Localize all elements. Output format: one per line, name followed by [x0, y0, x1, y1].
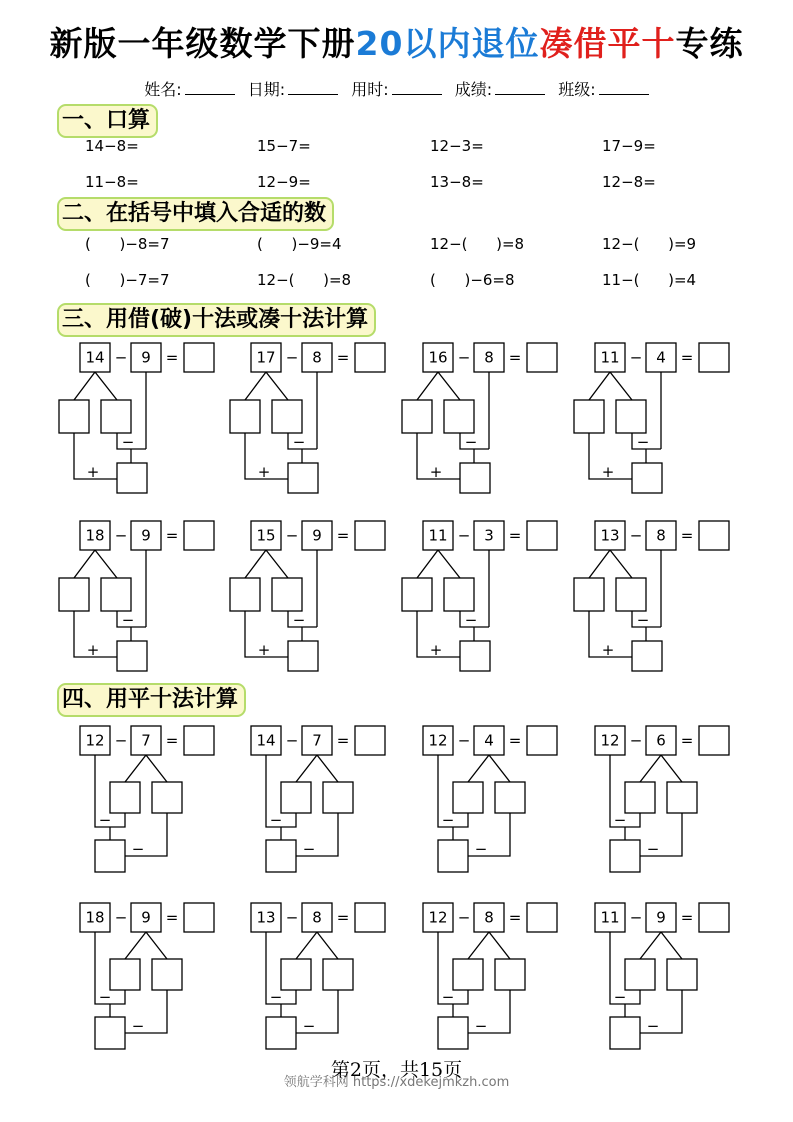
- split-right-blank[interactable]: [495, 959, 525, 990]
- subtrahend-number: 8: [484, 348, 494, 367]
- minuend-number: 18: [85, 908, 105, 927]
- minus-sign: −: [302, 840, 316, 858]
- minus-sign: −: [464, 433, 478, 451]
- split-left-blank[interactable]: [574, 400, 604, 433]
- equals-sign: =: [165, 908, 179, 927]
- subtrahend-number: 6: [656, 731, 666, 750]
- equals-sign: =: [680, 908, 694, 927]
- minus-sign: −: [629, 908, 643, 927]
- answer-box[interactable]: [699, 726, 729, 755]
- title-part-3: 凑借平十: [539, 24, 676, 63]
- connector-line: [438, 372, 460, 400]
- fill-bracket-problem: ( )−8=7: [85, 235, 170, 253]
- oral-problem: 11−8=: [85, 173, 139, 191]
- info-date-label: 日期:: [247, 80, 286, 99]
- fill-bracket-problem: 12−( )=9: [602, 235, 697, 253]
- minuend-number: 14: [256, 731, 276, 750]
- intermediate-blank[interactable]: [288, 463, 318, 493]
- minuend-number: 13: [600, 526, 620, 545]
- split-right-blank[interactable]: [616, 578, 646, 611]
- minus-sign: −: [629, 731, 643, 750]
- minuend-number: 18: [85, 526, 105, 545]
- minus-sign: −: [292, 611, 306, 629]
- connector-line: [661, 932, 682, 959]
- info-time-label: 用时:: [351, 80, 389, 99]
- connector-line: [640, 755, 661, 782]
- minus-sign: −: [646, 840, 660, 858]
- subtrahend-number: 9: [656, 908, 666, 927]
- minuend-number: 17: [256, 348, 276, 367]
- connector-line: [661, 755, 682, 782]
- fill-bracket-problem: 11−( )=4: [602, 271, 697, 289]
- connector-line: [317, 755, 338, 782]
- equals-sign: =: [336, 731, 350, 750]
- split-right-blank[interactable]: [495, 782, 525, 813]
- subtrahend-number: 8: [312, 908, 322, 927]
- answer-box[interactable]: [184, 343, 214, 372]
- equals-sign: =: [165, 348, 179, 367]
- split-left-blank[interactable]: [110, 959, 140, 990]
- title-part-1: 新版一年级数学下册: [49, 24, 356, 63]
- equals-sign: =: [680, 731, 694, 750]
- minus-sign: −: [285, 731, 299, 750]
- answer-box[interactable]: [355, 726, 385, 755]
- connector-line: [589, 550, 610, 578]
- answer-box[interactable]: [527, 903, 557, 932]
- answer-box[interactable]: [527, 343, 557, 372]
- minus-sign: −: [457, 908, 471, 927]
- minus-sign: −: [114, 908, 128, 927]
- intermediate-blank[interactable]: [95, 840, 125, 872]
- connector-line: [266, 372, 288, 400]
- split-left-blank[interactable]: [453, 782, 483, 813]
- connector-line: [146, 755, 167, 782]
- connector-line: [95, 372, 117, 400]
- connector-line: [74, 550, 95, 578]
- subtrahend-number: 9: [141, 348, 151, 367]
- equals-sign: =: [508, 526, 522, 545]
- plus-sign: +: [86, 463, 100, 481]
- intermediate-blank[interactable]: [460, 641, 490, 671]
- split-right-blank[interactable]: [272, 578, 302, 611]
- minuend-number: 12: [428, 908, 448, 927]
- minus-sign: −: [464, 611, 478, 629]
- minus-sign: −: [285, 908, 299, 927]
- connector-line: [125, 755, 146, 782]
- watermark: 领航学科网 https://xdekejmkzh.com: [283, 1075, 510, 1090]
- split-left-blank[interactable]: [402, 400, 432, 433]
- connector-line: [317, 932, 338, 959]
- minus-sign: −: [457, 731, 471, 750]
- split-right-blank[interactable]: [272, 400, 302, 433]
- minus-sign: −: [121, 433, 135, 451]
- plus-sign: +: [257, 463, 271, 481]
- oral-problem: 13−8=: [430, 173, 484, 191]
- minus-sign: −: [441, 988, 455, 1006]
- answer-box[interactable]: [699, 343, 729, 372]
- plus-sign: +: [601, 463, 615, 481]
- minuend-number: 12: [85, 731, 105, 750]
- split-left-blank[interactable]: [402, 578, 432, 611]
- split-left-blank[interactable]: [281, 782, 311, 813]
- equals-sign: =: [680, 526, 694, 545]
- subtrahend-number: 8: [312, 348, 322, 367]
- connector-line: [489, 932, 510, 959]
- connector-line: [610, 372, 632, 400]
- oral-problem: 12−8=: [602, 173, 656, 191]
- intermediate-blank[interactable]: [95, 1017, 125, 1049]
- split-right-blank[interactable]: [667, 782, 697, 813]
- minus-sign: −: [613, 811, 627, 829]
- equals-sign: =: [336, 348, 350, 367]
- answer-box[interactable]: [355, 343, 385, 372]
- answer-box[interactable]: [184, 521, 214, 550]
- connector-line: [417, 550, 438, 578]
- subtrahend-number: 4: [484, 731, 494, 750]
- answer-box[interactable]: [527, 726, 557, 755]
- split-left-blank[interactable]: [453, 959, 483, 990]
- subtrahend-number: 4: [656, 348, 666, 367]
- minus-sign: −: [441, 811, 455, 829]
- minus-sign: −: [131, 840, 145, 858]
- connector-line: [245, 550, 266, 578]
- intermediate-blank[interactable]: [438, 1017, 468, 1049]
- minus-sign: −: [269, 988, 283, 1006]
- minus-sign: −: [114, 526, 128, 545]
- intermediate-blank[interactable]: [117, 463, 147, 493]
- split-right-blank[interactable]: [101, 400, 131, 433]
- subtrahend-number: 7: [141, 731, 151, 750]
- equals-sign: =: [336, 526, 350, 545]
- minuend-number: 16: [428, 348, 448, 367]
- minus-sign: −: [269, 811, 283, 829]
- section-2-heading: 二、在括号中填入合适的数: [57, 197, 334, 231]
- fill-bracket-problem: 12−( )=8: [430, 235, 525, 253]
- intermediate-blank[interactable]: [460, 463, 490, 493]
- intermediate-blank[interactable]: [266, 1017, 296, 1049]
- minus-sign: −: [646, 1017, 660, 1035]
- intermediate-blank[interactable]: [266, 840, 296, 872]
- split-right-blank[interactable]: [444, 400, 474, 433]
- page-footer: 第2页，共15页: [330, 1059, 463, 1081]
- section-3-heading: 三、用借(破)十法或凑十法计算: [57, 303, 376, 337]
- minus-sign: −: [629, 348, 643, 367]
- equals-sign: =: [508, 348, 522, 367]
- connector-line: [640, 932, 661, 959]
- oral-problem: 17−9=: [602, 137, 656, 155]
- split-right-blank[interactable]: [152, 959, 182, 990]
- subtrahend-number: 9: [141, 908, 151, 927]
- split-left-blank[interactable]: [281, 959, 311, 990]
- equals-sign: =: [508, 731, 522, 750]
- answer-box[interactable]: [699, 903, 729, 932]
- equals-sign: =: [680, 348, 694, 367]
- connector-line: [296, 932, 317, 959]
- intermediate-blank[interactable]: [610, 840, 640, 872]
- minuend-number: 12: [428, 731, 448, 750]
- answer-box[interactable]: [184, 726, 214, 755]
- connector-line: [245, 372, 266, 400]
- connector-line: [296, 755, 317, 782]
- answer-box[interactable]: [184, 903, 214, 932]
- split-right-blank[interactable]: [667, 959, 697, 990]
- minuend-number: 12: [600, 731, 620, 750]
- subtrahend-number: 9: [312, 526, 322, 545]
- minuend-number: 15: [256, 526, 276, 545]
- connector-line: [266, 550, 288, 578]
- minus-sign: −: [457, 526, 471, 545]
- minus-sign: −: [629, 526, 643, 545]
- minus-sign: −: [636, 611, 650, 629]
- intermediate-blank[interactable]: [632, 463, 662, 493]
- section-4-heading: 四、用平十法计算: [57, 683, 246, 717]
- split-left-blank[interactable]: [230, 400, 260, 433]
- split-left-blank[interactable]: [59, 400, 89, 433]
- equals-sign: =: [336, 908, 350, 927]
- connector-line: [468, 932, 489, 959]
- minus-sign: −: [98, 811, 112, 829]
- minus-sign: −: [114, 731, 128, 750]
- split-left-blank[interactable]: [59, 578, 89, 611]
- equals-sign: =: [165, 731, 179, 750]
- connector-line: [610, 550, 632, 578]
- minus-sign: −: [474, 1017, 488, 1035]
- intermediate-blank[interactable]: [438, 840, 468, 872]
- plus-sign: +: [429, 463, 443, 481]
- minus-sign: −: [114, 348, 128, 367]
- oral-problem: 14−8=: [85, 137, 139, 155]
- minuend-number: 11: [600, 348, 620, 367]
- info-class-label: 班级:: [558, 80, 596, 99]
- title-part-2: 20以内退位: [355, 24, 540, 63]
- fill-bracket-problem: ( )−9=4: [257, 235, 342, 253]
- oral-problem: 12−9=: [257, 173, 311, 191]
- split-left-blank[interactable]: [625, 959, 655, 990]
- plus-sign: +: [86, 641, 100, 659]
- info-name-label: 姓名:: [144, 80, 182, 99]
- plus-sign: +: [601, 641, 615, 659]
- split-right-blank[interactable]: [616, 400, 646, 433]
- connector-line: [489, 755, 510, 782]
- connector-line: [74, 372, 95, 400]
- section-1-heading: 一、口算: [57, 104, 158, 138]
- answer-box[interactable]: [527, 521, 557, 550]
- split-left-blank[interactable]: [574, 578, 604, 611]
- plus-sign: +: [257, 641, 271, 659]
- minus-sign: −: [285, 348, 299, 367]
- split-right-blank[interactable]: [152, 782, 182, 813]
- minuend-number: 14: [85, 348, 105, 367]
- connector-line: [125, 932, 146, 959]
- intermediate-blank[interactable]: [288, 641, 318, 671]
- fill-bracket-problem: ( )−6=8: [430, 271, 515, 289]
- split-right-blank[interactable]: [323, 959, 353, 990]
- connector-line: [468, 755, 489, 782]
- minus-sign: −: [121, 611, 135, 629]
- minus-sign: −: [457, 348, 471, 367]
- subtrahend-number: 8: [484, 908, 494, 927]
- answer-box[interactable]: [699, 521, 729, 550]
- minuend-number: 13: [256, 908, 276, 927]
- minus-sign: −: [474, 840, 488, 858]
- intermediate-blank[interactable]: [117, 641, 147, 671]
- minus-sign: −: [613, 988, 627, 1006]
- minus-sign: −: [636, 433, 650, 451]
- connector-line: [438, 550, 460, 578]
- split-left-blank[interactable]: [110, 782, 140, 813]
- connector-line: [146, 932, 167, 959]
- intermediate-blank[interactable]: [610, 1017, 640, 1049]
- oral-problem: 15−7=: [257, 137, 311, 155]
- answer-box[interactable]: [355, 521, 385, 550]
- plus-sign: +: [429, 641, 443, 659]
- split-right-blank[interactable]: [444, 578, 474, 611]
- minus-sign: −: [292, 433, 306, 451]
- minus-sign: −: [285, 526, 299, 545]
- oral-problem: 12−3=: [430, 137, 484, 155]
- subtrahend-number: 9: [141, 526, 151, 545]
- equals-sign: =: [165, 526, 179, 545]
- minus-sign: −: [302, 1017, 316, 1035]
- connector-line: [417, 372, 438, 400]
- answer-box[interactable]: [355, 903, 385, 932]
- subtrahend-number: 7: [312, 731, 322, 750]
- minus-sign: −: [131, 1017, 145, 1035]
- minus-sign: −: [98, 988, 112, 1006]
- split-left-blank[interactable]: [625, 782, 655, 813]
- fill-bracket-problem: ( )−7=7: [85, 271, 170, 289]
- minuend-number: 11: [600, 908, 620, 927]
- connector-line: [95, 550, 117, 578]
- title-part-4: 专练: [675, 24, 744, 63]
- split-left-blank[interactable]: [230, 578, 260, 611]
- connector-line: [589, 372, 610, 400]
- minuend-number: 11: [428, 526, 448, 545]
- intermediate-blank[interactable]: [632, 641, 662, 671]
- fill-bracket-problem: 12−( )=8: [257, 271, 352, 289]
- split-right-blank[interactable]: [323, 782, 353, 813]
- subtrahend-number: 3: [484, 526, 494, 545]
- equals-sign: =: [508, 908, 522, 927]
- info-score-label: 成绩:: [454, 80, 493, 99]
- split-right-blank[interactable]: [101, 578, 131, 611]
- subtrahend-number: 8: [656, 526, 666, 545]
